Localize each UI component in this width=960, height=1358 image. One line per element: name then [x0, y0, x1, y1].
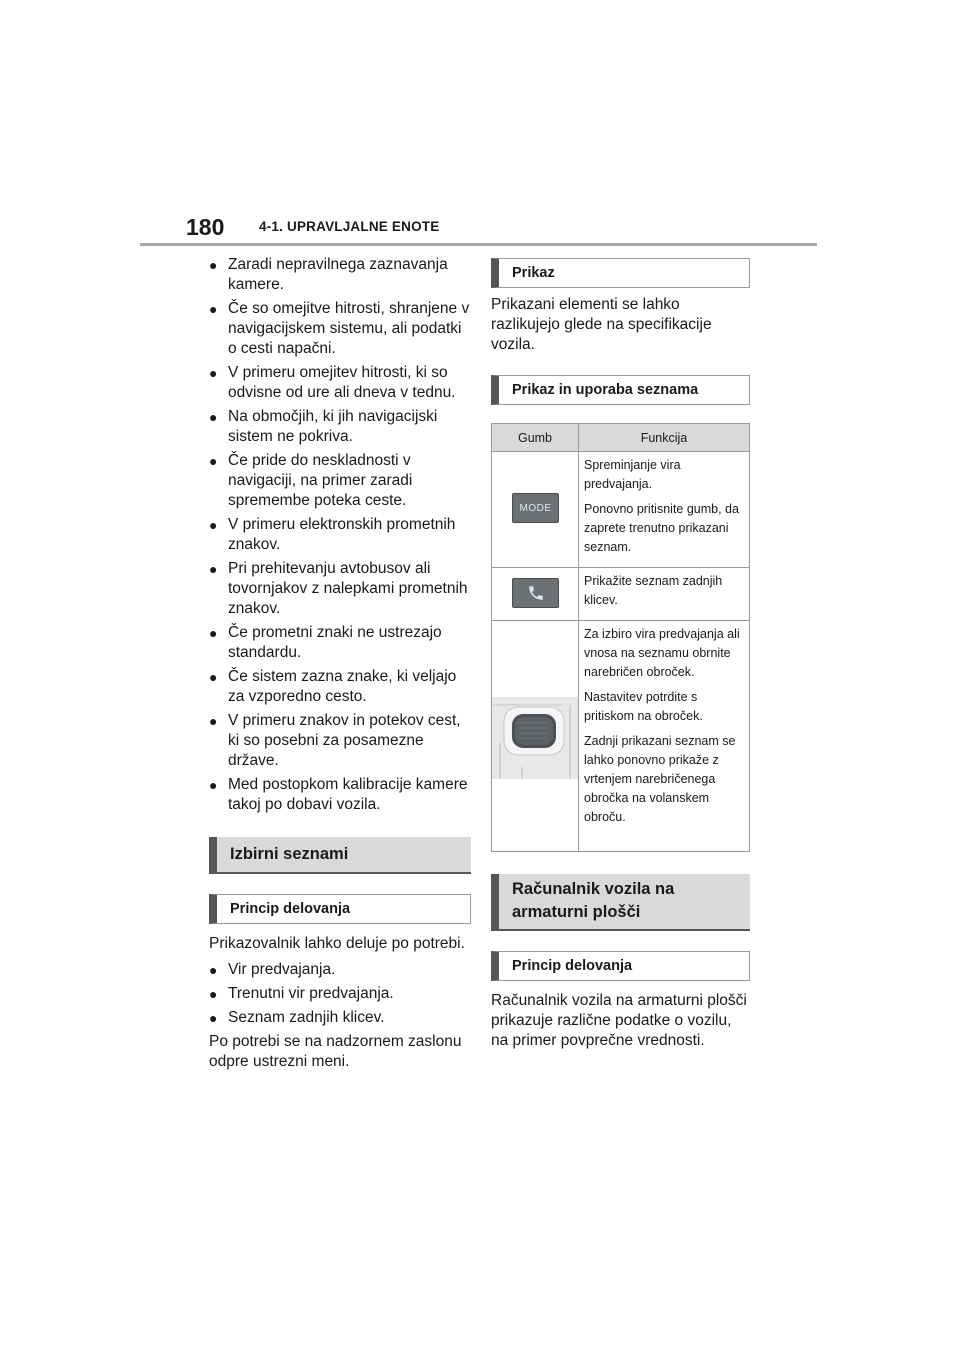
- list-item: ● Na območjih, ki jih navigacijski sistem ne pokriva.: [209, 407, 471, 447]
- function-text: Zadnji prikazani seznam se lahko ponovno prikaže z vrtenjem narebričenega obročka na volanskem obroču.: [584, 734, 736, 824]
- function-text: Za izbiro vira predvajanja ali vnosa na seznamu obrnite narebričen obroček.: [584, 627, 740, 679]
- prikaz-paragraph: Prikazani elementi se lahko razlikujejo glede na specifikacije vozila.: [491, 296, 712, 353]
- outro-paragraph: Po potrebi se na nadzornem zaslonu odpre ustrezni meni.: [209, 1033, 462, 1070]
- knurled-ring-controller-icon: [492, 697, 578, 779]
- heading-prikaz: Prikaz: [491, 258, 750, 288]
- list-item: ● Če sistem zazna znake, ki veljajo za vzporedno cesto.: [209, 667, 471, 707]
- heading-princip-delovanja: Princip delovanja: [209, 894, 471, 924]
- list-item: ● Trenutni vir predvajanja.: [209, 984, 471, 1004]
- function-cell: [579, 452, 750, 568]
- table-row: [492, 568, 750, 621]
- racunalnik-paragraph: Računalnik vozila na armaturni plošči prikazuje različne podatke o vozilu, na primer povprečne vrednosti.: [491, 992, 747, 1049]
- list-item: ● Seznam zadnjih klicev.: [209, 1008, 471, 1028]
- list-item: ● V primeru elektronskih prometnih znakov.: [209, 515, 471, 555]
- heading-princip-delovanja-2: Princip delovanja: [491, 951, 750, 981]
- mode-button-label: MODE: [519, 502, 552, 514]
- list-item: ● V primeru znakov in potekov cest, ki so posebni za posamezne države.: [209, 711, 471, 771]
- table-header-row: [492, 424, 750, 452]
- icon-cell: [492, 452, 579, 568]
- function-text: Prikažite seznam zadnjih klicev.: [584, 574, 723, 607]
- function-text: Nastavitev potrdite s pritiskom na obroček.: [584, 690, 703, 723]
- button-function-table: [491, 423, 750, 852]
- right-column: [491, 258, 750, 1057]
- table-row: [492, 452, 750, 568]
- heading-izbirni-seznami: Izbirni seznami: [209, 837, 471, 874]
- phone-button-icon: [512, 578, 559, 608]
- limitations-list: [209, 255, 471, 815]
- section-title: 4-1. UPRAVLJALNE ENOTE: [259, 219, 440, 234]
- icon-cell: [492, 568, 579, 621]
- list-item: ● Če prometni znaki ne ustrezajo standardu.: [209, 623, 471, 663]
- intro-paragraph: Prikazovalnik lahko deluje po potrebi.: [209, 935, 465, 952]
- list-item: ● Pri prehitevanju avtobusov ali tovornjakov z nalepkami prometnih znakov.: [209, 559, 471, 619]
- list-item: ● V primeru omejitev hitrosti, ki so odvisne od ure ali dneva v tednu.: [209, 363, 471, 403]
- list-item: ● Med postopkom kalibracije kamere takoj po dobavi vozila.: [209, 775, 471, 815]
- list-item: ● Zaradi nepravilnega zaznavanja kamere.: [209, 255, 471, 295]
- heading-racunalnik-vozila: Računalnik vozila na armaturni plošči: [491, 874, 750, 931]
- column-header-gumb: Gumb: [492, 424, 579, 452]
- column-header-funkcija: Funkcija: [579, 424, 750, 452]
- function-cell: [579, 621, 750, 852]
- table-row: [492, 621, 750, 852]
- mode-button-icon: [512, 493, 559, 523]
- list-item: ● Če so omejitve hitrosti, shranjene v navigacijskem sistemu, ali podatki o cesti napačni.: [209, 299, 471, 359]
- list-item: ● Vir predvajanja.: [209, 960, 471, 980]
- left-column: [209, 255, 471, 1078]
- phone-icon: [527, 584, 545, 602]
- page-number: 180: [186, 214, 225, 240]
- function-cell: [579, 568, 750, 621]
- function-text: Spreminjanje vira predvajanja.: [584, 458, 681, 491]
- heading-prikaz-uporaba-seznama: Prikaz in uporaba seznama: [491, 375, 750, 405]
- list-item: ● Če pride do neskladnosti v navigaciji, na primer zaradi spremembe poteka ceste.: [209, 451, 471, 511]
- function-text: Ponovno pritisnite gumb, da zaprete trenutno prikazani seznam.: [584, 502, 739, 554]
- display-options-list: [209, 960, 471, 1028]
- icon-cell: [492, 621, 579, 852]
- header-divider: [140, 243, 817, 246]
